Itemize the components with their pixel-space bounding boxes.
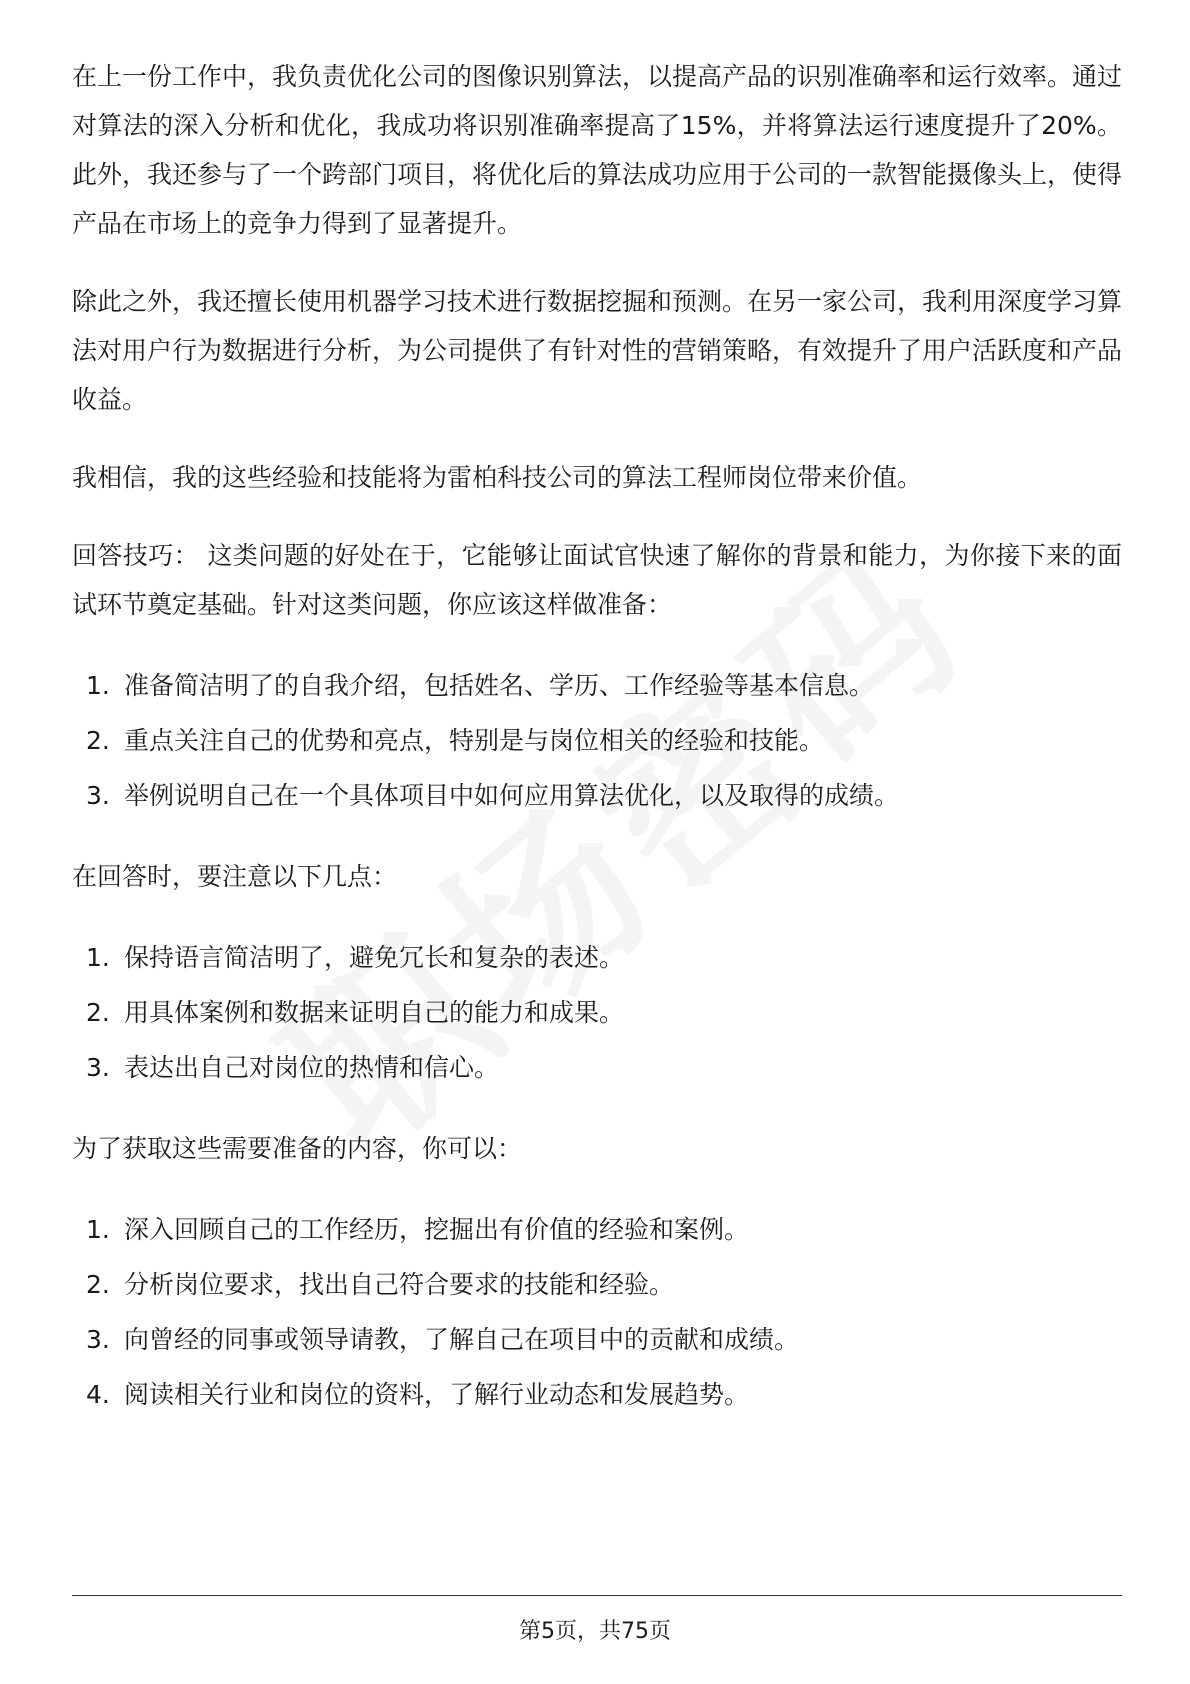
list-item: [72, 658, 1122, 713]
list-item-number: 3.: [86, 1325, 110, 1354]
list-item: [72, 1202, 1122, 1257]
list-item: [72, 1312, 1122, 1367]
list-item-text: 举例说明自己在一个具体项目中如何应用算法优化，以及取得的成绩。: [124, 781, 900, 810]
obtain-list: [72, 1202, 1122, 1422]
list-item-number: 2.: [86, 1270, 110, 1299]
list-item: [72, 1257, 1122, 1312]
footer-divider: [72, 1595, 1122, 1596]
page-number: 第5页，共75页: [519, 1619, 671, 1644]
list-item-number: 1.: [86, 671, 110, 700]
list-item: [72, 1040, 1122, 1095]
paragraph-attention-points: 在回答时，要注意以下几点：: [72, 862, 398, 891]
list-item: [72, 713, 1122, 768]
preparation-list: [72, 658, 1122, 823]
list-item: [72, 1367, 1122, 1422]
paragraph-machine-learning: 除此之外，我还擅长使用机器学习技术进行数据挖掘和预测。在另一家公司，我利用深度学习算法对用户行为数据进行分析，为公司提供了有针对性的营销策略，有效提升了用户活跃度和产品收益。: [72, 287, 1123, 414]
paragraph-how-to-obtain: 为了获取这些需要准备的内容，你可以：: [72, 1134, 523, 1163]
paragraph-previous-job: 在上一份工作中，我负责优化公司的图像识别算法，以提高产品的识别准确率和运行效率。通过对算法的深入分析和优化，我成功将识别准确率提高了15%，并将算法运行速度提升了20%。此外，我还参与了一个跨部门项目，将优化后的算法成功应用于公司的一款智能摄像头上，使得产品在市场上的竞争力得到了显著提升。: [72, 62, 1123, 238]
paragraph-answer-tips: 回答技巧： 这类问题的好处在于，它能够让面试官快速了解你的背景和能力，为你接下来的面试环节奠定基础。针对这类问题，你应该这样做准备：: [72, 541, 1122, 619]
list-item-number: 3.: [86, 781, 110, 810]
attention-list: [72, 930, 1122, 1095]
list-item-number: 1.: [86, 1215, 110, 1244]
list-item-text: 表达出自己对岗位的热情和信心。: [124, 1053, 500, 1082]
list-item-number: 1.: [86, 943, 110, 972]
list-item: [72, 985, 1122, 1040]
document-body: [72, 52, 1122, 1451]
list-item-text: 用具体案例和数据来证明自己的能力和成果。: [124, 998, 625, 1027]
list-item-number: 2.: [86, 998, 110, 1027]
list-item-text: 分析岗位要求，找出自己符合要求的技能和经验。: [124, 1270, 675, 1299]
list-item: [72, 768, 1122, 823]
list-item-number: 3.: [86, 1053, 110, 1082]
list-item-text: 向曾经的同事或领导请教，了解自己在项目中的贡献和成绩。: [124, 1325, 800, 1354]
list-item-text: 重点关注自己的优势和亮点，特别是与岗位相关的经验和技能。: [124, 726, 825, 755]
list-item-number: 4.: [86, 1380, 110, 1409]
list-item-text: 深入回顾自己的工作经历，挖掘出有价值的经验和案例。: [124, 1215, 750, 1244]
list-item: [72, 930, 1122, 985]
list-item-text: 保持语言简洁明了，避免冗长和复杂的表述。: [124, 943, 625, 972]
paragraph-belief: 我相信，我的这些经验和技能将为雷柏科技公司的算法工程师岗位带来价值。: [72, 463, 923, 492]
list-item-number: 2.: [86, 726, 110, 755]
list-item-text: 准备简洁明了的自我介绍，包括姓名、学历、工作经验等基本信息。: [124, 671, 875, 700]
list-item-text: 阅读相关行业和岗位的资料，了解行业动态和发展趋势。: [124, 1380, 750, 1409]
